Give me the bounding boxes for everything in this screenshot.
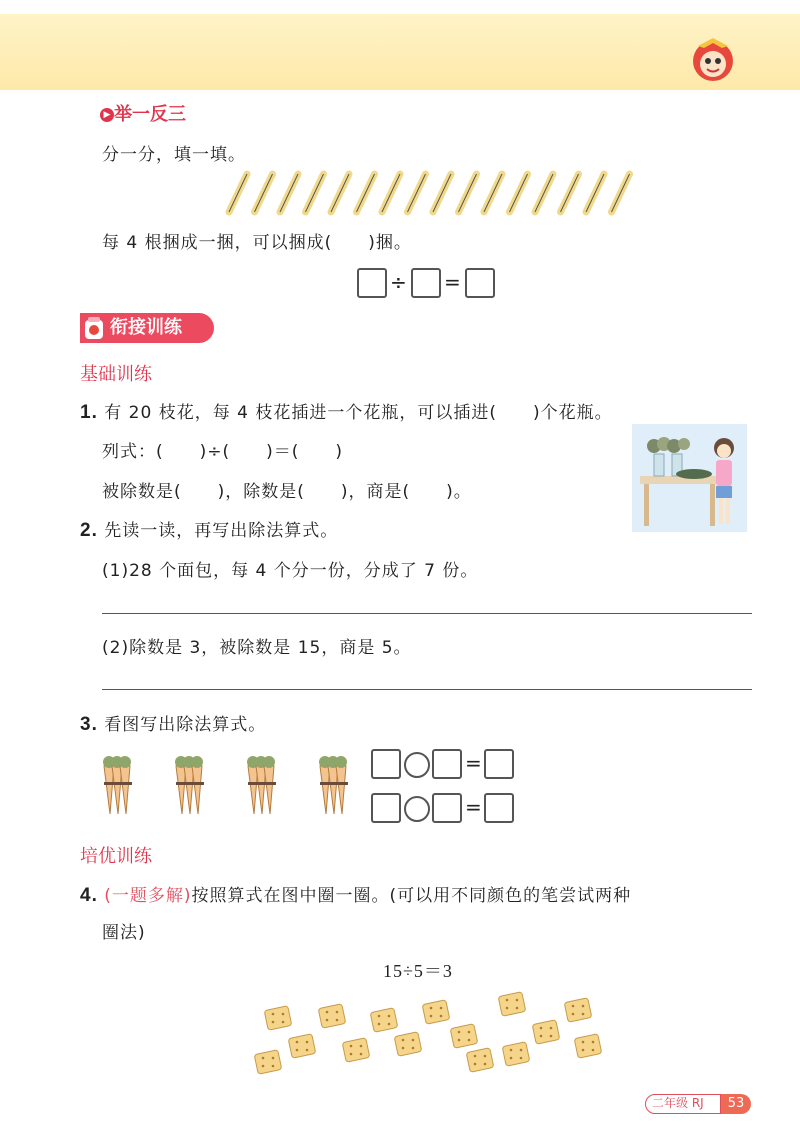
page-number: 53 bbox=[721, 1094, 751, 1114]
q3-box-1a[interactable] bbox=[371, 749, 401, 779]
section-example-title: ▶ 举一反三 bbox=[100, 100, 186, 126]
biscuit[interactable] bbox=[264, 1006, 292, 1031]
mascot-icon bbox=[688, 34, 738, 84]
biscuit[interactable] bbox=[254, 1050, 282, 1075]
biscuit[interactable] bbox=[502, 1042, 530, 1067]
divide-sign: ÷ bbox=[390, 270, 407, 294]
carrot-bundle bbox=[247, 756, 276, 814]
carrot-bundle bbox=[103, 756, 132, 814]
q1-parts: 被除数是( )，除数是( )，商是( )。 bbox=[102, 482, 472, 502]
q3-number: 3. bbox=[80, 714, 98, 735]
q3-box-1b[interactable] bbox=[432, 749, 462, 779]
biscuit[interactable] bbox=[466, 1048, 494, 1073]
example-question: 每 4 根捆成一捆，可以捆成( )捆。 bbox=[102, 233, 412, 253]
biscuit[interactable] bbox=[498, 992, 526, 1017]
biscuit[interactable] bbox=[318, 1004, 346, 1029]
q3-text bbox=[80, 710, 266, 736]
q4-number: 4. bbox=[80, 885, 98, 906]
biscuit[interactable] bbox=[288, 1034, 316, 1059]
q4-text-cont: 圈法) bbox=[102, 923, 146, 943]
biscuit[interactable] bbox=[532, 1020, 560, 1045]
edition-label: RJ bbox=[691, 1096, 704, 1110]
answer-box-dividend[interactable] bbox=[357, 268, 387, 298]
q1-text bbox=[80, 398, 613, 424]
girl-with-flowers-illustration bbox=[632, 424, 747, 532]
q3-equals-2: = bbox=[465, 795, 482, 819]
play-icon: ▶ bbox=[100, 108, 114, 122]
q2-sub2: (2)除数是 3，被除数是 15，商是 5。 bbox=[102, 638, 412, 658]
q4-tag: (一题多解) bbox=[104, 886, 192, 906]
biscuit[interactable] bbox=[450, 1024, 478, 1049]
advanced-heading: 培优训练 bbox=[80, 846, 152, 867]
q4-statement: 按照算式在图中圈一圈。(可以用不同颜色的笔尝试两种 bbox=[191, 886, 632, 906]
sticks-figure bbox=[225, 170, 645, 216]
q3-op-2[interactable] bbox=[404, 796, 430, 822]
q3-box-2c[interactable] bbox=[484, 793, 514, 823]
section-practice-title: 衔接训练 bbox=[80, 313, 214, 343]
answer-box-quotient[interactable] bbox=[465, 268, 495, 298]
answer-line-1[interactable] bbox=[102, 613, 752, 614]
answer-line-2[interactable] bbox=[102, 689, 752, 690]
jar-icon bbox=[82, 315, 106, 341]
biscuit[interactable] bbox=[370, 1008, 398, 1033]
carrot-bundle bbox=[175, 756, 204, 814]
q3-equals-1: = bbox=[465, 751, 482, 775]
q4-text bbox=[80, 881, 631, 907]
q2-sub1: (1)28 个面包，每 4 个分一份，分成了 7 份。 bbox=[102, 561, 479, 581]
biscuit[interactable] bbox=[574, 1034, 602, 1059]
biscuit[interactable] bbox=[394, 1032, 422, 1057]
biscuit[interactable] bbox=[564, 998, 592, 1023]
carrot-bundle bbox=[319, 756, 348, 814]
q3-box-1c[interactable] bbox=[484, 749, 514, 779]
footer-grade bbox=[645, 1094, 721, 1114]
equals-sign: = bbox=[444, 270, 461, 294]
q1-formula: 列式：( )÷( )＝( ) bbox=[102, 442, 344, 462]
biscuit[interactable] bbox=[342, 1038, 370, 1063]
grade-label: 二年级 bbox=[652, 1096, 689, 1110]
example-instruction: 分一分，填一填。 bbox=[102, 145, 246, 165]
biscuit[interactable] bbox=[422, 1000, 450, 1025]
q1-statement: 有 20 枝花，每 4 枝花插进一个花瓶，可以插进( )个花瓶。 bbox=[104, 403, 613, 423]
header-band bbox=[0, 14, 800, 90]
q2-number: 2. bbox=[80, 520, 98, 541]
carrot-bundles-figure bbox=[96, 752, 356, 820]
basic-heading: 基础训练 bbox=[80, 364, 152, 385]
q1-number: 1. bbox=[80, 402, 98, 423]
biscuits-figure bbox=[248, 990, 608, 1080]
q4-equation: 15÷5＝3 bbox=[383, 961, 453, 981]
q2-text bbox=[80, 516, 338, 542]
q3-box-2b[interactable] bbox=[432, 793, 462, 823]
answer-box-divisor[interactable] bbox=[411, 268, 441, 298]
q3-statement: 看图写出除法算式。 bbox=[104, 715, 267, 735]
q3-op-1[interactable] bbox=[404, 752, 430, 778]
q3-box-2a[interactable] bbox=[371, 793, 401, 823]
q2-statement: 先读一读，再写出除法算式。 bbox=[104, 521, 339, 541]
